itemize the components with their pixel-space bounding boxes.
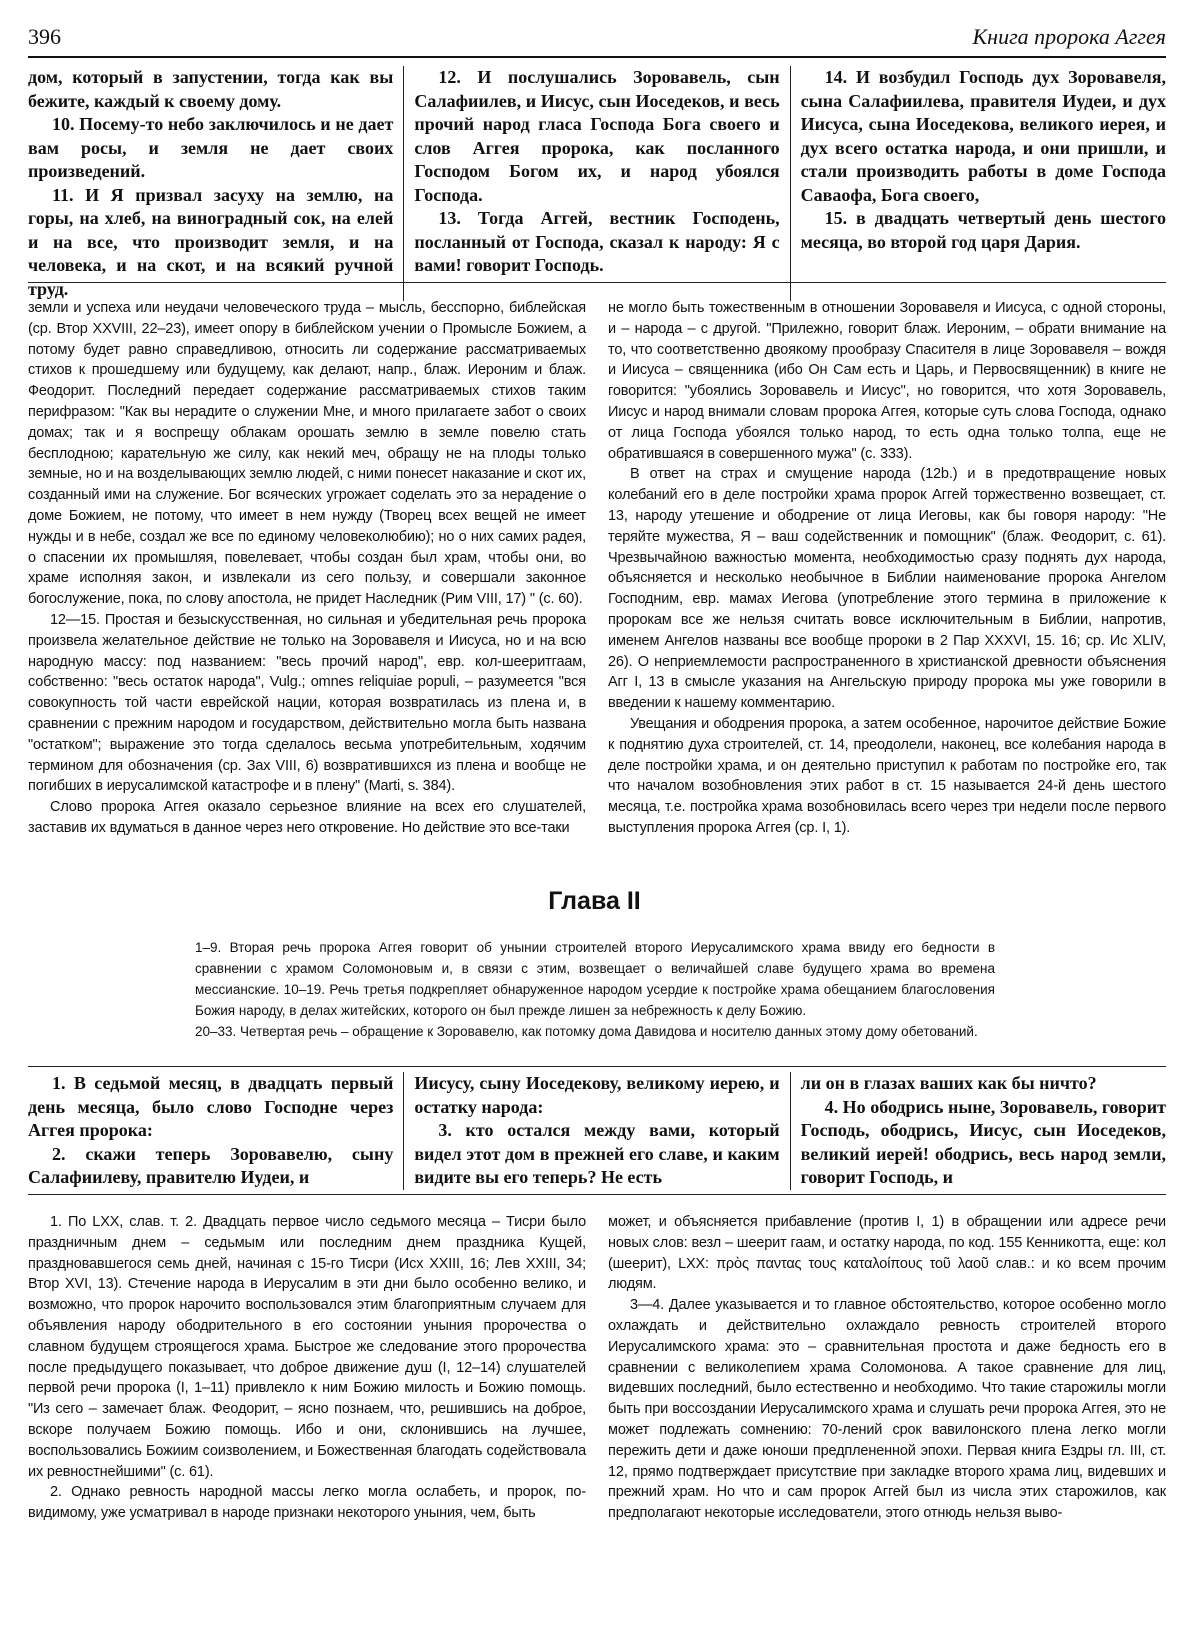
paragraph: 3—4. Далее указывается и то главное обстоятельство, которое особенно могло охлаждать и действительно охлаждало ревность строителей второго Иерусалимского храма: это – сравнительная простота и даже бедность его в сравнении с великолепием храма Соломонова. А такое сравнение для лиц, видевших последний, было естественно и необходимо. Что такие старожилы могли быть при воссоздании Иерусалимского храма и слушать речи пророка Аггея, это не может подлежать сомнению: 70-лений срок вавилонского плена легко могли пережить дети и даже юноши предплененной эпохи. Первая книга Ездры гл. III, ст. 12, прямо подтверждает присутствие при закладке второго храма лиц, видевших и прежний храм. Но что и сам пророк Аггей был из числа этих старожилов, как предполагают некоторые исследователи, этого отнюдь нельзя выво- [608, 1297, 1166, 1522]
paragraph: не могло быть тожественным в отношении Зоровавеля и Иисуса, с одной стороны, и – народа – с другой. "Прилежно, говорит блаж. Иероним, – обрати внимание на то, что соответственно двоякому прообразу Спасителя в лице Зоровавеля – вождя и Иисуса – священника (ибо Он Сам есть и Царь, и Первосвященник) в книге не говорится: "убоялись Зоровавель и Иисус", но говорится, что хотя Зоровавель, Иисус и народ внимали словам пророка Аггея, которые суть слова Господа, однако от лица Господа убоялся только народ, то есть одна только толпа, еще не обратившаяся в совершенного мужа" (с. 333). [608, 300, 1166, 462]
running-header [28, 22, 1166, 58]
paragraph: 3. кто остался между вами, который видел этот дом в прежней его славе, и каким видите вы его теперь? Не есть [414, 1120, 780, 1187]
verse-column-1 [28, 66, 403, 301]
paragraph: Слово пророка Аггея оказало серьезное влияние на всех его слушателей, заставив их вдуматься в данное через него откровение. Но действие это все-таки [28, 799, 586, 836]
paragraph: 4. Но ободрись ныне, Зоровавель, говорит Господь, ободрись, Иисус, сын Иоседеков, великий иерей! ободрись, весь народ земли, говорит Господь, и [800, 1096, 1166, 1187]
paragraph: В ответ на страх и смущение народа (12b.) и в предотвращение новых колебаний его в деле постройки храма пророк Аггей торжественно возвещает, ст. 13, народу утешение и ободрение от лица Иеговы, как бы говоря народу: "Не теряйте мужества, Я – ваш содейственник и помощник" (блаж. Феодорит, с. 61). Чрезвычайною важностью момента, необходимостью сразу поднять дух народа, объясняется и несколько необычное в Библии наименование пророка Ангелом Господним, евр. мамах Иегова (употребление этого термина в приложение к пророкам все же нельзя считать вовсе исключительным в Библии, напротив, именем Ангелов названы все вообще пророки в 2 Пар XXXVI, 15. 16; ср. Ис XLIV, 26). О неприемлемости распространенного в христианской древности объяснения Агг I, 13 в смысле указания на Ангельскую природу пророка мы уже говорили в введении к нашему комментарию. [608, 466, 1166, 712]
commentary-top [28, 298, 1166, 839]
paragraph: 14. И возбудил Господь дух Зоровавеля, сына Салафиилева, правителя Иудеи, и дух Иисуса, сына Иоседекова, великого иерея, и дух всего остатка народа, и они пришли, и стали производить работы в доме Господа Саваофа, Бога своего, [800, 67, 1166, 205]
commentary-column-2 [608, 1212, 1166, 1524]
paragraph: 11. И Я призвал засуху на землю, на горы, на хлеб, на виноградный сок, на елей и на все, что производит земля, и на человека, и на скот, и на всякий ручной труд. [28, 184, 394, 299]
paragraph: дом, который в запустении, тогда как вы бежите, каждый к своему дому. [28, 67, 394, 111]
rule-mid-verses-bottom [28, 1194, 1166, 1195]
paragraph: земли и успеха или неудачи человеческого труда – мысль, бесспорно, библейская (ср. Втор XXVIII, 22–23), имеет опору в библейском учении о Промысле Божием, а потому будет равно справедливою, относить ли содержание рассматриваемых стихов к прошедшему или будущему, как делают, напр., блаж. Иероним и блаж. Феодорит. Последний передает содержание рассматриваемых стихов таким перифразом: "Как вы нерадите о служении Мне, и много прилагаете забот о своих домах; так и я воспрещу облакам орошать землю в земле повелю стать бесплодною; карательную же силу, как некий меч, обращу не на плоды только земные, но и на возделывающих землю людей, с ними понесет наказание и скот их, созданный ими на служение. Бог всяческих угрожает соделать это за нерадение о доме Божием, не потому, что имеет в нем нужду (Творец всех вещей не имеет нужды и в небе, создал же все по единому человеколюбию); но о них самих радея, о спасении их промышляя, повелевает, чтобы создан был храм, чтобы они, во храме исполняя закон, и извлекали из сего пользу, и совершали законное богослужение, пока, по слову апостола, не придет Наследник (Рим VIII, 17) " (с. 60). [28, 300, 586, 608]
paragraph: Иисусу, сыну Иоседекову, великому иерею, и остатку народа: [414, 1073, 780, 1117]
paragraph: 15. в двадцать четвертый день шестого месяца, во второй год царя Дария. [800, 208, 1166, 252]
verse-column-2 [403, 1072, 789, 1190]
paragraph: 2. скажи теперь Зоровавелю, сыну Салафиилеву, правителю Иудеи, и [28, 1143, 394, 1187]
chapter-title: Глава II [548, 887, 641, 915]
paragraph: ли он в глазах ваших как бы ничто? [800, 1073, 1097, 1093]
page-number: 396 [28, 24, 61, 49]
paragraph: 13. Тогда Аггей, вестник Господень, посланный от Господа, сказал к народу: Я с вами! говорит Господь. [414, 208, 780, 275]
paragraph: 12—15. Простая и безыскусственная, но сильная и убедительная речь пророка произвела желательное действие не только на Зоровавеля и Иисуса, но и на всю народную массу: под названием: "весь прочий народ", евр. кол-шееритгаам, собственно: "весь остаток народа", Vulg.; omnes reliquiae populi, – разумеется "вся совокупность той части еврейской нации, которая возвратилась из плена и, в сравнении с прежним народом и государством, действительно могла быть названа "остатком"; выражение это тогда сделалось весьма употребительным, ходячим термином для обозначения (ср. Зах VIII, 6) возвратившихся из плена и вообще не погибших в иерусалимской катастрофе и в плену" (Marti, s. 384). [28, 611, 586, 795]
commentary-column-1 [28, 298, 586, 839]
chapter-summary [195, 937, 995, 1042]
verse-column-1 [28, 1072, 403, 1190]
summary-paragraph: 20–33. Четвертая речь – обращение к Зоровавелю, как потомку дома Давидова и носителю данных этому дому обетований. [195, 1024, 978, 1039]
paragraph: 2. Однако ревность народной массы легко могла ослабеть, и пророк, по-видимому, уже усматривал в народе признаки некоторого уныния, чем, быть [28, 1484, 586, 1522]
mid-verses [28, 1072, 1166, 1190]
paragraph: Увещания и ободрения пророка, а затем особенное, нарочитое действие Божие к поднятию духа строителей, ст. 14, преодолели, наконец, все колебания народа в деле постройки храма, и он деятельно приступил к работам по постройке его, так что началом возобновления этих работ в ст. 15 называется 24-й день шестого месяца, т.е. постройка храма возобновилась всего через три недели после первого выступления пророка Аггея (ср. I, 1). [608, 715, 1166, 836]
paragraph: может, и объясняется прибавление (против I, 1) в обращении или адресе речи новых слов: везл – шеерит гаам, и остатку народа, по код. 155 Кенникотта, еще: кол (шеерит), LXX: πρὸς παντας τους καταλοίπους τοῦ λαοῦ слав.: и ко всем прочим людям. [608, 1214, 1166, 1293]
paragraph: 12. И послушались Зоровавель, сын Салафиилев, и Иисус, сын Иоседеков, и весь прочий народ гласа Господа Бога своего и слов Аггея пророка, как посланного Господом Богом их, и народ убоялся Господа. [414, 67, 780, 205]
paragraph: 1. По LXX, слав. т. 2. Двадцать первое число седьмого месяца – Тисри было праздничным днем – седьмым или последним днем праздника Кущей, праздновавшегося семь дней, начиная с 15-го Тисри (Исх XXIII, 16; Лев XXIII, 34; Втор XVI, 13). Стечение народа в Иерусалим в эти дни было особенно велико, и возможно, что пророк нарочито воспользовался этим благоприятным случаем для объявления народу ободрительного в его состоянии уныния пророчества о славном будущем строящегося храма. Быстрое же следование этого пророчества после предыдущего показывает, что доброе движение душ (I, 12–14) слушателей первой речи пророка (I, 1–11) привлекло к ним Божию милость и Божию помощь. "Из сего – замечает блаж. Феодорит, – ясно познаем, что, решившись на доброе, вскоре получаем Божию помощь. Ибо и они, склонившись на лучшее, воспользовались Божиим соизволением, и Божественная благодать содействовала их ревностнейшими" (с. 61). [28, 1214, 586, 1480]
rule-top-verses [28, 282, 1166, 283]
running-title: Книга пророка Аггея [972, 24, 1166, 49]
summary-paragraph: 1–9. Вторая речь пророка Аггея говорит об унынии строителей второго Иерусалимского храма ввиду его бедности в сравнении с храмом Соломоновым и, в связи с этим, возвещает о величайшей славе будущего храма во времена мессианские. 10–19. Речь третья подкрепляет обнаруженное народом усердие к постройке храма обещанием благословения Божия народу, в делах житейских, которого он был прежде лишен за небрежность к делу Божию. [195, 940, 995, 1018]
verse-column-2 [403, 66, 789, 301]
commentary-bottom [28, 1212, 1166, 1524]
paragraph: 10. Посему-то небо заключилось и не дает вам росы, и земля не дает своих произведений. [28, 114, 394, 181]
rule-mid-verses-top [28, 1066, 1166, 1067]
top-verses [28, 66, 1166, 301]
paragraph: 1. В седьмой месяц, в двадцать первый день месяца, было слово Господне через Аггея пророка: [28, 1073, 394, 1140]
verse-column-3 [790, 66, 1166, 301]
commentary-column-1 [28, 1212, 586, 1524]
commentary-column-2 [608, 298, 1166, 839]
verse-column-3 [790, 1072, 1166, 1190]
